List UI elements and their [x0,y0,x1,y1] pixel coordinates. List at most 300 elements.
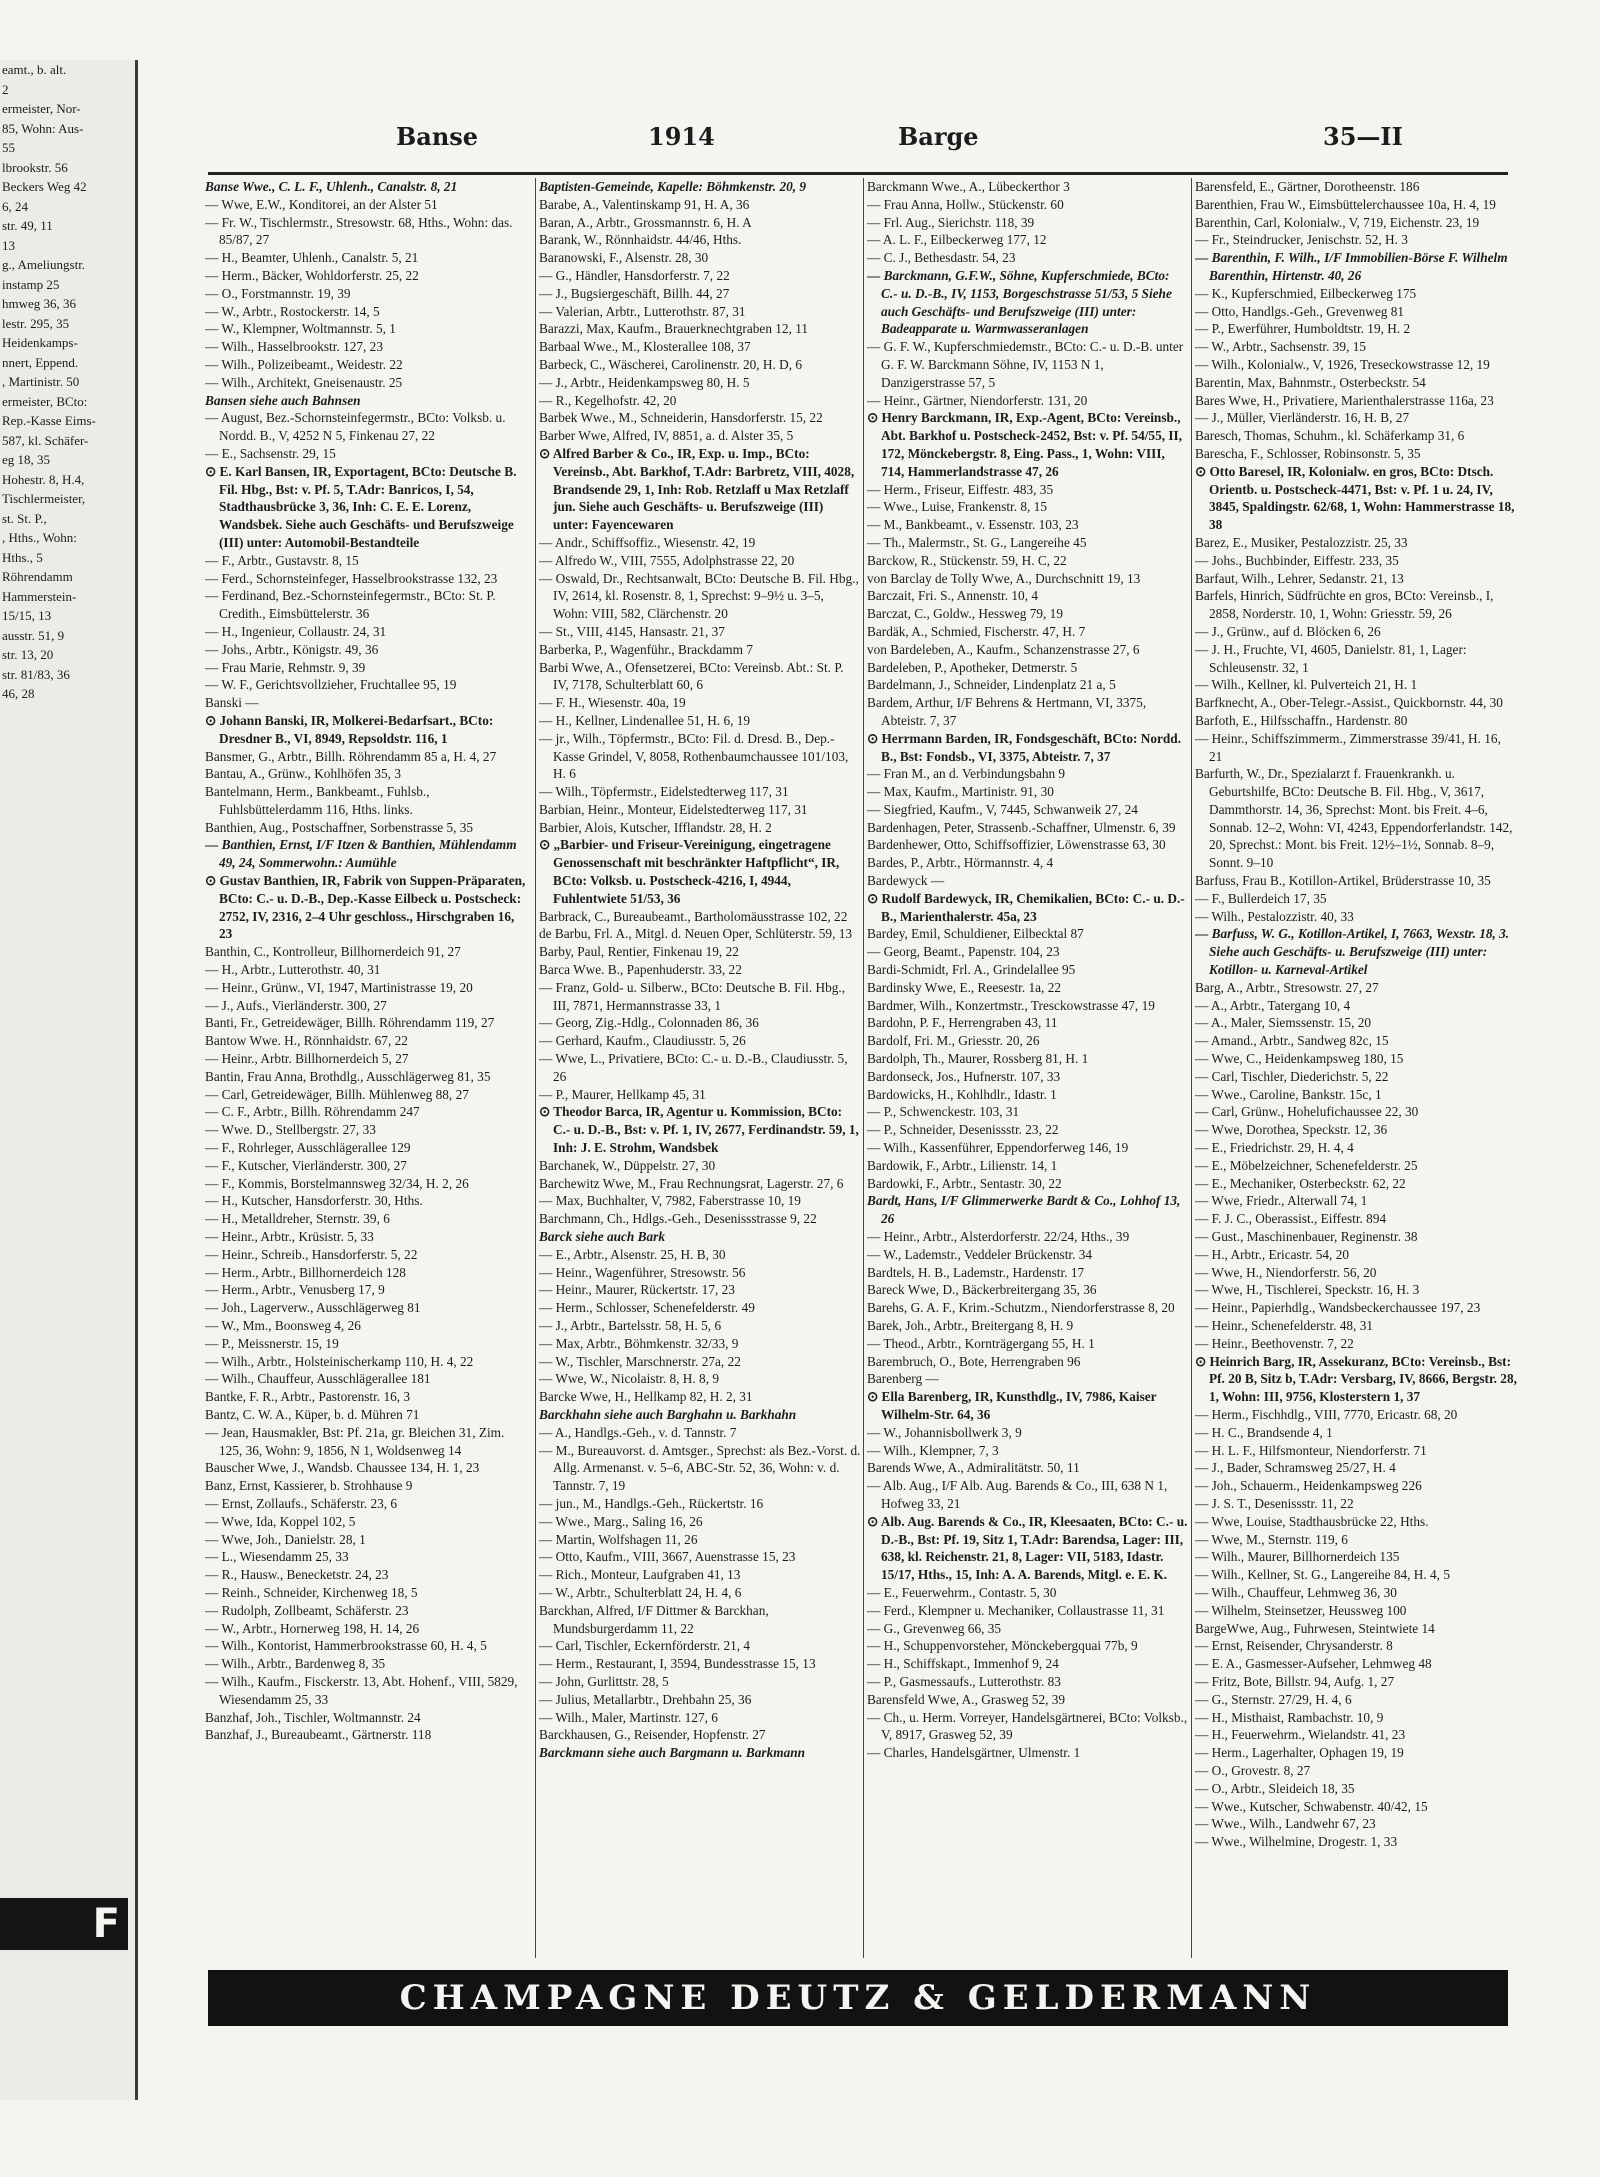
directory-entry: Bantelmann, Herm., Bankbeamt., Fuhlsb., Fuhlsbüttelerdamm 116, Hths. links. [205,784,430,817]
directory-entry: — Wwe, E.W., Konditorei, an der Alster 51 [205,196,438,212]
directory-entry: — Fr. W., Tischlermstr., Stresowstr. 68, Hths., Wohn: das. 85/87, 27 [205,214,513,248]
directory-entry: Barckhausen, G., Reisender, Hopfenstr. 27 [539,1727,766,1743]
directory-entry: — F., Bullerdeich 17, 35 [1195,890,1327,906]
directory-entry: — Max, Kaufm., Martinistr. 91, 30 [867,784,1054,800]
directory-entry: Barensfeld Wwe, A., Grasweg 52, 39 [867,1691,1066,1707]
previous-page-line: str. 13, 20 [2,647,54,662]
directory-entry: Bauscher Wwe, J., Wandsb. Chaussee 134, H. 1, 23 [205,1460,480,1476]
directory-entry: — H., Kellner, Lindenallee 51, H. 6, 19 [539,712,751,728]
directory-entry: — Ferd., Schornsteinfeger, Hasselbrookstrasse 132, 23 [205,570,498,586]
directory-entry: Barg, A., Arbtr., Stresowstr. 27, 27 [1195,979,1379,995]
directory-entry: Bantke, F. R., Arbtr., Pastorenstr. 16, 3 [205,1389,411,1405]
header-rule [208,172,1508,175]
directory-entry: — Max, Arbtr., Böhmkenstr. 32/33, 9 [539,1335,739,1351]
directory-entry: — Wilh., Arbtr., Holsteinischerkamp 110, H. 4, 22 [205,1353,474,1369]
directory-entry: — J., Arbtr., Bartelsstr. 58, H. 5, 6 [539,1318,722,1333]
directory-entry: Barek, Joh., Arbtr., Breitergang 8, H. 9 [867,1318,1074,1333]
directory-entry: — Heinr., Papierhdlg., Wandsbeckerchaussee 197, 23 [1195,1300,1481,1316]
directory-entry: Bansmer, G., Arbtr., Billh. Röhrendamm 85 a, H. 4, 27 [205,748,497,764]
directory-entry: Barckmann siehe auch Bargmann u. Barkmann [539,1745,806,1761]
directory-entry: de Barbu, Frl. A., Mitgl. d. Neuen Oper, Schlüterstr. 59, 13 [539,926,853,942]
directory-entry: — J., Grünw., auf d. Blöcken 6, 26 [1195,623,1381,639]
directory-entry: — O., Arbtr., Sleideich 18, 35 [1195,1780,1355,1796]
directory-column-1 [205,178,527,1958]
directory-entry: — P., Maurer, Hellkamp 45, 31 [539,1086,706,1102]
directory-entry: — E., Friedrichstr. 29, H. 4, 4 [1195,1140,1354,1156]
previous-page-edge [0,60,138,2100]
directory-entry: Bardey, Emil, Schuldiener, Eilbecktal 87 [867,926,1084,942]
directory-entry: — Wilh., Pestalozzistr. 40, 33 [1195,908,1354,924]
directory-entry: Bardowki, F., Arbtr., Sentastr. 30, 22 [867,1175,1062,1191]
directory-entry: — Gust., Maschinenbauer, Reginenstr. 38 [1195,1229,1418,1245]
directory-entry: — Andr., Schiffsoffiz., Wiesenstr. 42, 19 [539,534,756,550]
directory-entry: Barfels, Hinrich, Südfrüchte en gros, BCto: Vereinsb., I, 2858, Norderstr. 10, 1, Wohn: Griesstr. 59, 26 [1195,588,1494,622]
directory-entry: Barber Wwe, Alfred, IV, 8851, a. d. Alster 35, 5 [539,428,794,444]
directory-entry: — Johs., Buchbinder, Eiffestr. 233, 35 [1195,552,1399,568]
directory-entry: ⊙ Johann Banski, IR, Molkerei-Bedarfsart., BCto: Dresdner B., VI, 8949, Repsoldstr. 116, 1 [205,712,494,746]
advertisement-banner: CHAMPAGNE DEUTZ & GELDERMANN [208,1970,1508,2026]
directory-entry: — Th., Malermstr., St. G., Langereihe 45 [867,534,1087,550]
directory-entry: — Heinr., Arbtr. Billhornerdeich 5, 27 [205,1051,409,1067]
directory-entry: — Fritz, Bote, Billstr. 94, Aufg. 1, 27 [1195,1673,1395,1689]
directory-entry: Barby, Paul, Rentier, Finkenau 19, 22 [539,944,739,960]
directory-entry: — J., Bader, Schramsweg 25/27, H. 4 [1195,1460,1396,1476]
directory-entry: — Oswald, Dr., Rechtsanwalt, BCto: Deutsche B. Fil. Hbg., IV, 2614, kl. Rosenstr. 8, 1, Sprechst: 9–9½ u. 3–5, Wohn: VIII, 582, Clärchenstr. 20 [539,570,859,622]
directory-entry: — Wilh., Hasselbrookstr. 127, 23 [205,339,383,355]
directory-entry: — Banthien, Ernst, I/F Itzen & Banthien, Mühlendamm 49, 24, Sommerwohn.: Aumühle [205,837,517,871]
directory-entry: — H., Ingenieur, Collaustr. 24, 31 [205,623,387,639]
directory-entry: Barczait, Fri. S., Annenstr. 10, 4 [867,588,1038,604]
directory-entry: — Herm., Arbtr., Billhornerdeich 128 [205,1264,406,1280]
directory-entry: Barckmann Wwe., A., Lübeckerthor 3 [867,179,1070,194]
directory-entry: Barembruch, O., Bote, Herrengraben 96 [867,1353,1081,1369]
directory-entry: Bardeleben, P., Apotheker, Detmerstr. 5 [867,659,1078,675]
directory-entry: — Wwe, Dorothea, Speckstr. 12, 36 [1195,1122,1388,1138]
directory-entry: — Wilh., Maler, Martinstr. 127, 6 [539,1709,718,1725]
directory-entry: Barenthin, Carl, Kolonialw., V, 719, Eichenstr. 23, 19 [1195,214,1480,230]
directory-entry: — Franz, Gold- u. Silberw., BCto: Deutsche B. Fil. Hbg., III, 7871, Hermannstrasse 33, 1 [539,979,846,1013]
directory-entry: Barchanek, W., Düppelstr. 27, 30 [539,1157,716,1173]
directory-entry: — Wwe, Joh., Danielstr. 28, 1 [205,1531,366,1547]
directory-entry: — W., Tischler, Marschnerstr. 27a, 22 [539,1353,741,1369]
previous-page-line: 2 [2,81,9,97]
previous-page-line: 15/15, 13 [2,608,52,623]
directory-entry: — L., Wiesendamm 25, 33 [205,1549,349,1565]
directory-entry: Bardem, Arthur, I/F Behrens & Hertmann, VI, 3375, Abteistr. 7, 37 [867,695,1147,728]
directory-entry: — jr., Wilh., Töpfermstr., BCto: Fil. d. Dresd. B., Dep.-Kasse Grindel, V, 8058, Rothenbaumchaussee 101/103, H. 6 [539,730,849,782]
directory-entry: — Wwe, W., Nicolaistr. 8, H. 8, 9 [539,1371,719,1387]
directory-entry: Barckhahn siehe auch Barghahn u. Barkhahn [539,1406,797,1422]
directory-entry: — Wwe., Luise, Frankenstr. 8, 15 [867,499,1047,515]
directory-entry: — Herm., Bäcker, Wohldorferstr. 25, 22 [205,267,419,283]
directory-entry: — A., Handlgs.-Geh., v. d. Tannstr. 7 [539,1424,737,1440]
directory-entry: Barends Wwe, A., Admiralitätstr. 50, 11 [867,1460,1080,1476]
directory-entry: Barehs, G. A. F., Krim.-Schutzm., Niendorferstrasse 8, 20 [867,1300,1175,1316]
directory-entry: — Wilh., Polizeibeamt., Weidestr. 22 [205,356,403,372]
directory-entry: — H., Schiffskapt., Immenhof 9, 24 [867,1656,1059,1672]
directory-entry: Bardtels, H. B., Lademstr., Hardenstr. 17 [867,1264,1085,1280]
directory-entry: Barenthien, Frau W., Eimsbüttelerchaussee 10a, H. 4, 19 [1195,196,1496,212]
directory-entry: — Rudolph, Zollbeamt, Schäferstr. 23 [205,1602,409,1618]
directory-entry: — Siegfried, Kaufm., V, 7445, Schwanweik 27, 24 [867,801,1138,817]
directory-entry: — Charles, Handelsgärtner, Ulmenstr. 1 [867,1745,1081,1761]
directory-entry: ⊙ Rudolf Bardewyck, IR, Chemikalien, BCto: C.- u. D.-B., Marienthalerstr. 45a, 23 [867,890,1185,924]
directory-entry: — F. H., Wiesenstr. 40a, 19 [539,695,686,711]
directory-entry: BargeWwe, Aug., Fuhrwesen, Steintwiete 14 [1195,1620,1435,1636]
directory-entry: — Ernst, Zollaufs., Schäferstr. 23, 6 [205,1495,398,1511]
directory-entry: Banski — [205,695,259,711]
directory-entry: — J., Bugsiergeschäft, Billh. 44, 27 [539,285,730,301]
directory-entry: — Wilh., Kassenführer, Eppendorferweg 146, 19 [867,1140,1129,1156]
directory-entry: ⊙ Heinrich Barg, IR, Assekuranz, BCto: Vereinsb., Bst: Pf. 20 B, Sitz b, T.Adr: Versbarg, IV, 8666, Bergstr. 28, 1, Wohn: III, 9756, Klosterstern 1, 37 [1195,1353,1517,1405]
directory-entry: — Wwe, Louise, Stadthausbrücke 22, Hths. [1195,1513,1429,1529]
directory-entry: — Wilh., Kaufm., Fisckerstr. 13, Abt. Hohenf., VIII, 5829, Wiesendamm 25, 33 [205,1673,518,1707]
directory-entry: ⊙ Theodor Barca, IR, Agentur u. Kommission, BCto: C.- u. D.-B., Bst: v. Pf. 1, IV, 2677, Ferdinandstr. 59, 1, Inh: J. E. Strohm, Wandsbek [539,1104,859,1156]
directory-entry: — Heinr., Arbtr., Alsterdorferstr. 22/24, Hths., 39 [867,1229,1130,1245]
directory-entry: — Ch., u. Herm. Vorreyer, Handelsgärtnerei, BCto: Volksb., V, 8917, Grasweg 52, 39 [867,1709,1188,1743]
directory-entry: von Bardeleben, A., Kaufm., Schanzenstrasse 27, 6 [867,641,1140,657]
directory-entry: ⊙ E. Karl Bansen, IR, Exportagent, BCto: Deutsche B. Fil. Hbg., Bst: v. Pf. 5, T.Adr: Banricos, I, 54, Stadthausbrücke 3, 36, Inh: C. E. E. Lorenz, Wandsbek. Siehe auch Geschäfts- und Berufszweige (III) unter: Automobil-Bestandteile [205,463,517,550]
directory-entry: Bardonseck, Jos., Hufnerstr. 107, 33 [867,1068,1061,1084]
previous-page-line: , Hths., Wohn: [2,530,77,545]
directory-entry: — J. H., Fruchte, VI, 4605, Danielstr. 81, 1, Lager: Schleusenstr. 32, 1 [1195,641,1467,675]
directory-entry: — C. F., Arbtr., Billh. Röhrendamm 247 [205,1104,420,1120]
directory-entry: — H., Beamter, Uhlenh., Canalstr. 5, 21 [205,250,419,266]
previous-page-line: Hths., 5 [2,549,43,565]
directory-entry: — W., Arbtr., Hornerweg 198, H. 14, 26 [205,1620,420,1636]
directory-entry: — Amand., Arbtr., Sandweg 82c, 15 [1195,1033,1389,1049]
previous-page-line: ermeister, Nor- [2,101,81,116]
directory-entry: Barck siehe auch Bark [539,1229,665,1245]
directory-entry: — Martin, Wolfshagen 11, 26 [539,1531,698,1547]
directory-entry: — Wilh., Töpfermstr., Eidelstedterweg 117, 31 [539,784,789,800]
directory-entry: — Fr., Steindrucker, Jenischstr. 52, H. 3 [1195,232,1408,248]
directory-entry: — jun., M., Handlgs.-Geh., Rückertstr. 16 [539,1495,764,1511]
directory-entry: Barbek Wwe., M., Schneiderin, Hansdorferstr. 15, 22 [539,410,823,426]
directory-entry: — Heinr., Gärtner, Niendorferstr. 131, 20 [867,392,1088,408]
directory-entry: — Alb. Aug., I/F Alb. Aug. Barends & Co., III, 638 N 1, Hofweg 33, 21 [867,1478,1168,1511]
directory-entry: Barbaal Wwe., M., Klosterallee 108, 37 [539,339,751,355]
directory-entry: — Barenthin, F. Wilh., I/F Immobilien-Börse F. Wilhelm Barenthin, Hirtenstr. 40, 26 [1195,250,1508,283]
header-right-word: Barge [898,122,979,151]
directory-entry: — Barfuss, W. G., Kotillon-Artikel, I, 7663, Wexstr. 18, 3. Siehe auch Geschäfts- u. Berufszweige (III) unter: Kotillon- u. Karneval-Artikel [1195,926,1510,978]
directory-entry: — W., Mm., Boonsweg 4, 26 [205,1318,361,1333]
directory-entry: Bardolf, Fri. M., Griesstr. 20, 26 [867,1033,1040,1049]
directory-entry: — Wilh., Architekt, Gneisenaustr. 25 [205,374,403,390]
directory-entry: Barank, W., Rönnhaidstr. 44/46, Hths. [539,232,742,248]
directory-entry: Banti, Fr., Getreidewäger, Billh. Röhrendamm 119, 27 [205,1015,495,1031]
directory-entry: — Heinr., Beethovenstr. 7, 22 [1195,1335,1354,1351]
previous-page-text [0,60,135,704]
directory-entry: — H., Misthaist, Rambachstr. 10, 9 [1195,1709,1384,1725]
directory-columns [205,178,1515,1958]
directory-entry: — Alfredo W., VIII, 7555, Adolphstrasse 22, 20 [539,552,795,568]
directory-entry: — Rich., Monteur, Laufgraben 41, 13 [539,1567,741,1583]
directory-entry: — M., Bankbeamt., v. Essenstr. 103, 23 [867,517,1079,533]
directory-entry: — J., Müller, Vierländerstr. 16, H. B, 27 [1195,410,1410,426]
directory-entry: — F., Kommis, Borstelmannsweg 32/34, H. 2, 26 [205,1175,469,1191]
previous-page-line: 587, kl. Schäfer- [2,432,89,448]
directory-entry: — Ernst, Reisender, Chrysanderstr. 8 [1195,1638,1393,1654]
previous-page-line: 85, Wohn: Aus- [2,120,84,136]
directory-entry: — Gerhard, Kaufm., Claudiusstr. 5, 26 [539,1033,746,1049]
directory-entry: — Ferd., Klempner u. Mechaniker, Collaustrasse 11, 31 [867,1602,1165,1618]
directory-entry: — Johs., Arbtr., Königstr. 49, 36 [205,641,379,657]
directory-entry: — E., Sachsenstr. 29, 15 [205,445,336,461]
previous-page-line: Rep.-Kasse Eims- [2,413,96,428]
directory-entry: — R., Hausw., Benecketstr. 24, 23 [205,1567,389,1583]
directory-entry: — Wwe, C., Heidenkampsweg 180, 15 [1195,1051,1404,1067]
page-number: 35—II [1323,122,1403,151]
directory-entry: Bantz, C. W. A., Küper, b. d. Mühren 71 [205,1406,420,1422]
directory-entry: — Otto, Kaufm., VIII, 3667, Auenstrasse 15, 23 [539,1549,796,1565]
previous-page-line: ausstr. 51, 9 [2,627,65,643]
directory-entry: — F., Arbtr., Gustavstr. 8, 15 [205,552,359,568]
directory-entry: Baran, A., Arbtr., Grossmannstr. 6, H. A [539,214,752,230]
directory-entry: — Wwe., Wilhelmine, Drogestr. 1, 33 [1195,1834,1398,1850]
previous-page-line: lbrookstr. 56 [2,159,68,175]
directory-entry: — J. S. T., Desenissstr. 11, 22 [1195,1495,1354,1511]
directory-entry: Barfurth, W., Dr., Spezialarzt f. Frauenkrankh. u. Geburtshilfe, BCto: Deutsche B. Fil. Hbg., V, 3617, Dammthorstr. 14, 36, Sprechst: Mont. bis Freit. 4–6, Sonnab. 12–2, Wohn: VI, 4243, Eppendorferlandstr. 142, 20, Sprechst.: Mont. bis Freit. 12½–1½, Sonnab. 8–9, Sonnt. 9–10 [1195,766,1513,871]
directory-entry: Banthien, Aug., Postschaffner, Sorbenstrasse 5, 35 [205,819,474,835]
directory-entry: — John, Gurlittstr. 28, 5 [539,1673,669,1689]
directory-entry: — Heinr., Maurer, Rückertstr. 17, 23 [539,1282,735,1298]
directory-entry: — W., Klempner, Woltmannstr. 5, 1 [205,321,396,337]
directory-entry: — Wwe., Caroline, Bankstr. 15c, 1 [1195,1086,1382,1102]
previous-page-line: nnert, Eppend. [2,354,79,370]
directory-entry: — Wilh., Klempner, 7, 3 [867,1442,999,1458]
directory-page [150,60,1550,2100]
directory-entry: Barabe, A., Valentinskamp 91, H. A, 36 [539,196,750,212]
directory-entry: Bardowicks, H., Kohlhdlr., Idastr. 1 [867,1086,1057,1102]
directory-entry: — Wwe, Ida, Koppel 102, 5 [205,1513,356,1529]
directory-entry: — J., Arbtr., Heidenkampsweg 80, H. 5 [539,374,750,390]
directory-entry: — P., Gasmessaufs., Lutterothstr. 83 [867,1673,1061,1689]
directory-entry: — Carl, Tischler, Diederichstr. 5, 22 [1195,1068,1389,1084]
directory-entry: Barczat, C., Goldw., Hessweg 79, 19 [867,606,1063,622]
directory-entry: — H., Feuerwehrm., Wielandstr. 41, 23 [1195,1727,1406,1743]
directory-entry: — Herm., Schlosser, Schenefelderstr. 49 [539,1300,755,1316]
directory-entry: — Georg, Zig.-Hdlg., Colonnaden 86, 36 [539,1015,759,1031]
directory-entry: — P., Ewerführer, Humboldtstr. 19, H. 2 [1195,321,1411,337]
directory-entry: — Heinr., Wagenführer, Stresowstr. 56 [539,1264,746,1280]
directory-entry: — Fran M., an d. Verbindungsbahn 9 [867,766,1066,782]
directory-entry: — Wwe, L., Privatiere, BCto: C.- u. D.-B., Claudiusstr. 5, 26 [539,1051,848,1084]
directory-entry: Banse Wwe., C. L. F., Uhlenh., Canalstr. 8, 21 [205,179,458,194]
directory-entry: — P., Schwenckestr. 103, 31 [867,1104,1020,1120]
previous-page-line: 6, 24 [2,198,28,214]
directory-entry: Bardi-Schmidt, Frl. A., Grindelallee 95 [867,962,1076,978]
directory-entry: — K., Kupferschmied, Eilbeckerweg 175 [1195,285,1417,301]
directory-entry: Barbi Wwe, A., Ofensetzerei, BCto: Vereinsb. Abt.: St. P. IV, 7178, Schulterblatt 60, 6 [539,659,844,693]
directory-entry: — Heinr., Arbtr., Krüsistr. 5, 33 [205,1229,374,1245]
directory-entry: ⊙ Otto Baresel, IR, Kolonialw. en gros, BCto: Dtsch. Orientb. u. Postscheck-4471, Bst: v. Pf. 1 u. 24, IV, 3845, Spaldingstr. 62/68, 1, Wohn: Hammerstrasse 18, 38 [1195,463,1515,533]
directory-entry: ⊙ „Barbier- und Friseur-Vereinigung, eingetragene Genossenschaft mit beschränkter Haftpflicht“, IR, BCto: Volksb. u. Postscheck-4216, I, 4944, Fuhlentwiete 51/53, 36 [539,837,840,906]
directory-entry: — Wwe, Friedr., Alterwall 74, 1 [1195,1193,1368,1209]
directory-entry: — W., Arbtr., Schulterblatt 24, H. 4, 6 [539,1584,742,1600]
directory-entry: Baranowski, F., Alsenstr. 28, 30 [539,250,709,266]
directory-entry: — O., Forstmannstr. 19, 39 [205,285,351,301]
previous-page-line: Tischlermeister, [2,491,86,506]
directory-entry: — F., Rohrleger, Ausschlägerallee 129 [205,1140,411,1156]
directory-entry: — August, Bez.-Schornsteinfegermstr., BCto: Volksb. u. Nordd. B., V, 4252 N 5, Finkenau 27, 22 [205,410,506,444]
directory-entry: Bardinsky Wwe, E., Reesestr. 1a, 22 [867,979,1061,995]
directory-entry: Bares Wwe, H., Privatiere, Marienthalerstrasse 116a, 23 [1195,392,1494,408]
directory-entry: — Otto, Handlgs.-Geh., Grevenweg 81 [1195,303,1405,319]
directory-entry: — Ferdinand, Bez.-Schornsteinfegermstr., BCto: St. P. Credith., Eimsbüttelerstr. 36 [205,588,496,622]
previous-page-line: Heidenkamps- [2,335,78,350]
directory-entry: — Julius, Metallarbtr., Drehbahn 25, 36 [539,1691,752,1707]
directory-entry: — Heinr., Grünw., VI, 1947, Martinistrasse 19, 20 [205,979,473,995]
directory-entry: — Wwe., Marg., Saling 16, 26 [539,1513,703,1529]
directory-entry: Barfoth, E., Hilfsschaffn., Hardenstr. 80 [1195,712,1408,728]
directory-entry: Bansen siehe auch Bahnsen [205,392,361,408]
directory-entry: Barbeck, C., Wäscherei, Carolinenstr. 20, H. D, 6 [539,356,803,372]
previous-page-line: hmweg 36, 36 [2,296,77,311]
directory-entry: Barchewitz Wwe, M., Frau Rechnungsrat, Lagerstr. 27, 6 [539,1175,844,1191]
directory-entry: — Wwe, H., Tischlerei, Speckstr. 16, H. 3 [1195,1282,1420,1298]
directory-entry: — Frau Anna, Hollw., Stückenstr. 60 [867,196,1064,212]
directory-entry: — J., Aufs., Vierländerstr. 300, 27 [205,997,387,1013]
directory-entry: — A. L. F., Eilbeckerweg 177, 12 [867,232,1047,248]
page-header [208,122,1508,162]
directory-entry: — G. F. W., Kupferschmiedemstr., BCto: C.- u. D.-B. unter G. F. W. Barckmann Söhne, IV, 1153 N 1, Danzigerstrasse 57, 5 [867,339,1184,390]
directory-entry: — W., Johannisbollwerk 3, 9 [867,1424,1022,1440]
previous-page-banner: F [0,1898,128,1950]
previous-page-line: eamt., b. alt. [2,62,67,77]
directory-entry: ⊙ Henry Barckmann, IR, Exp.-Agent, BCto: Vereinsb., Abt. Barkhof u. Postscheck-2452, Bst: v. Pf. 54/55, II, 172, Mönckebergstr. 8, Eing. Pass., 1, Wohn: VIII, 714, Hammerlandstrasse 47, 26 [867,410,1183,479]
directory-entry: — Joh., Lagerverw., Ausschlägerweg 81 [205,1300,421,1316]
directory-entry: — Wilh., Chauffeur, Ausschlägerallee 181 [205,1371,431,1387]
directory-entry: Baresch, Thomas, Schuhm., kl. Schäferkamp 31, 6 [1195,428,1465,444]
directory-column-3 [867,178,1189,1958]
previous-page-line: Hammerstein- [2,588,77,604]
directory-entry: — Wilh., Kontorist, Hammerbrookstrasse 60, H. 4, 5 [205,1638,487,1654]
directory-entry: — E., Möbelzeichner, Schenefelderstr. 25 [1195,1157,1418,1173]
directory-entry: — E., Feuerwehrm., Contastr. 5, 30 [867,1584,1057,1600]
directory-entry: — Herm., Lagerhalter, Ophagen 19, 19 [1195,1745,1404,1761]
directory-entry: — Herm., Fischhdlg., VIII, 7770, Ericastr. 68, 20 [1195,1406,1458,1422]
directory-entry: — Jean, Hausmakler, Bst: Pf. 21a, gr. Bleichen 31, Zim. 125, 36, Wohn: 9, 1856, N 1, Woldsenweg 14 [205,1424,505,1458]
directory-entry: — G., Sternstr. 27/29, H. 4, 6 [1195,1691,1352,1707]
directory-entry: Barenberg — [867,1371,939,1387]
directory-entry: — Max, Buchhalter, V, 7982, Faberstrasse 10, 19 [539,1193,801,1209]
directory-entry: ⊙ Alb. Aug. Barends & Co., IR, Kleesaaten, BCto: C.- u. D.-B., Bst: Pf. 19, Sitz 1, T.Adr: Barendsa, Lager: III, 638, kl. Reichenstr. 21, 8, Lager: VII, 5183, Idastr. 15/17, Hths., 15, Inh: A. A. Barends, Mitgl. e. E. K. [867,1513,1188,1583]
directory-entry: Barberka, P., Wagenführ., Brackdamm 7 [539,641,753,657]
directory-entry: Bardenhagen, Peter, Strassenb.-Schaffner, Ulmenstr. 6, 39 [867,819,1176,835]
previous-page-line: st. St. P., [2,510,47,526]
directory-entry: ⊙ Herrmann Barden, IR, Fondsgeschäft, BCto: Nordd. B., Bst: Fondsb., VI, 3375, Abteistr. 7, 37 [867,730,1182,764]
directory-entry: Banthin, C., Kontrolleur, Billhornerdeich 91, 27 [205,944,461,960]
previous-page-line: Hohestr. 8, H.4, [2,471,85,487]
directory-entry: Barfuss, Frau B., Kotillon-Artikel, Brüderstrasse 10, 35 [1195,873,1491,889]
directory-entry: — W. F., Gerichtsvollzieher, Fruchtallee 95, 19 [205,677,457,693]
directory-entry: — F., Kutscher, Vierländerstr. 300, 27 [205,1157,407,1173]
directory-entry: Barez, E., Musiker, Pestalozzistr. 25, 33 [1195,534,1408,550]
directory-entry: — H., Arbtr., Ericastr. 54, 20 [1195,1246,1350,1262]
directory-entry: — Herm., Arbtr., Venusberg 17, 9 [205,1282,385,1298]
directory-entry: ⊙ Ella Barenberg, IR, Kunsthdlg., IV, 7986, Kaiser Wilhelm-Str. 64, 36 [867,1389,1157,1422]
directory-entry: Bardäk, A., Schmied, Fischerstr. 47, H. 7 [867,623,1086,639]
directory-entry: Barentin, Max, Bahnmstr., Osterbeckstr. 54 [1195,374,1426,390]
directory-entry: — H., Kutscher, Hansdorferstr. 30, Hths. [205,1193,423,1209]
directory-entry: — G., Händler, Hansdorferstr. 7, 22 [539,267,730,283]
directory-entry: — Carl, Tischler, Eckernförderstr. 21, 4 [539,1638,751,1654]
directory-entry: — Wwe, H., Niendorferstr. 56, 20 [1195,1264,1377,1280]
directory-entry: — Herm., Friseur, Eiffestr. 483, 35 [867,481,1054,497]
directory-entry: Barbian, Heinr., Monteur, Eidelstedterweg 117, 31 [539,801,808,817]
directory-entry: Banzhaf, Joh., Tischler, Woltmannstr. 24 [205,1709,421,1725]
directory-entry: Bantow Wwe. H., Rönnhaidstr. 67, 22 [205,1033,408,1049]
directory-entry: Bantin, Frau Anna, Brothdlg., Ausschlägerweg 81, 35 [205,1068,491,1084]
previous-page-line: str. 81/83, 36 [2,666,70,682]
directory-entry: von Barclay de Tolly Wwe, A., Durchschnitt 19, 13 [867,570,1141,586]
directory-entry: — Heinr., Schenefelderstr. 48, 31 [1195,1318,1373,1333]
previous-page-line: str. 49, 11 [2,218,53,233]
directory-entry: — Wilh., Kolonialw., V, 1926, Treseckowstrasse 12, 19 [1195,356,1490,372]
directory-entry: Bantau, A., Grünw., Kohlhöfen 35, 3 [205,766,401,782]
directory-entry: Barcke Wwe, H., Hellkamp 82, H. 2, 31 [539,1389,753,1405]
directory-entry: — Wilh., Arbtr., Bardenweg 8, 35 [205,1656,386,1672]
directory-entry: — W., Arbtr., Rostockerstr. 14, 5 [205,303,380,319]
directory-entry: Barazzi, Max, Kaufm., Brauerknechtgraben 12, 11 [539,321,809,337]
directory-entry: — W., Lademstr., Veddeler Brückenstr. 34 [867,1246,1093,1262]
directory-entry: — Reinh., Schneider, Kirchenweg 18, 5 [205,1584,418,1600]
directory-entry: — R., Kegelhofstr. 42, 20 [539,392,677,408]
previous-page-line: 13 [2,237,15,253]
directory-entry: Barchmann, Ch., Hdlgs.-Geh., Desenissstrasse 9, 22 [539,1211,817,1227]
directory-entry: — St., VIII, 4145, Hansastr. 21, 37 [539,623,725,639]
previous-page-line: Röhrendamm [2,569,73,584]
directory-entry: — Wilh., Kellner, kl. Pulverteich 21, H. 1 [1195,677,1418,693]
directory-entry: — Frl. Aug., Sierichstr. 118, 39 [867,214,1035,230]
directory-entry: — A., Maler, Siemssenstr. 15, 20 [1195,1015,1372,1031]
directory-entry: Bareck Wwe, D., Bäckerbreitergang 35, 36 [867,1282,1097,1298]
header-year: 1914 [648,122,715,151]
directory-entry: Baptisten-Gemeinde, Kapelle: Böhmkenstr. 20, 9 [539,179,807,194]
directory-entry: — F. J. C., Oberassist., Eiffestr. 894 [1195,1211,1387,1227]
directory-column-2 [539,178,861,1958]
previous-page-line: eg 18, 35 [2,452,51,467]
directory-entry: — Wwe., Kutscher, Schwabenstr. 40/42, 15 [1195,1798,1428,1814]
directory-entry: — H. C., Brandsende 4, 1 [1195,1424,1333,1440]
directory-entry: — Wwe. D., Stellbergstr. 27, 33 [205,1122,376,1138]
directory-entry: Bardohn, P. F., Herrengraben 43, 11 [867,1015,1058,1031]
directory-entry: — Frau Marie, Rehmstr. 9, 39 [205,659,366,675]
directory-entry: Barckhan, Alfred, I/F Dittmer & Barckhan, Mundsburgerdamm 11, 22 [539,1602,769,1636]
directory-entry: — Valerian, Arbtr., Lutterothstr. 87, 31 [539,303,746,319]
directory-entry: — Carl, Getreidewäger, Billh. Mühlenweg 88, 27 [205,1086,469,1102]
previous-page-line: g., Ameliungstr. [2,257,86,272]
directory-entry: — A., Arbtr., Tatergang 10, 4 [1195,997,1351,1013]
directory-entry: — Heinr., Schreib., Hansdorferstr. 5, 22 [205,1246,418,1262]
directory-entry: Bardes, P., Arbtr., Hörmannstr. 4, 4 [867,855,1054,871]
directory-entry: — E., Mechaniker, Osterbeckstr. 62, 22 [1195,1175,1406,1191]
directory-entry: Bardmer, Wilh., Konzertmstr., Tresckowstrasse 47, 19 [867,997,1155,1013]
directory-entry: Banz, Ernst, Kassierer, b. Strohhause 9 [205,1478,413,1494]
directory-entry: — Theod., Arbtr., Kornträgergang 55, H. 1 [867,1335,1095,1351]
previous-page-line: , Martinistr. 50 [2,374,80,389]
previous-page-line: 46, 28 [2,686,35,701]
directory-entry: Barfaut, Wilh., Lehrer, Sedanstr. 21, 13 [1195,570,1404,586]
header-left-word: Banse [396,122,479,151]
directory-entry: Barbrack, C., Bureaubeamt., Bartholomäusstrasse 102, 22 [539,908,848,924]
directory-entry: ⊙ Gustav Banthien, IR, Fabrik von Suppen-Präparaten, BCto: C.- u. D.-B., Dep.-Kasse Eilbeck u. Postscheck: 2752, IV, 2316, 2–4 Uhr geschloss., Hirschgraben 16, 23 [205,873,526,942]
previous-page-line: ermeister, BCto: [2,393,88,409]
previous-page-line: Beckers Weg 42 [2,179,87,194]
directory-entry: — Wwe, M., Sternstr. 119, 6 [1195,1531,1348,1547]
directory-entry: Barescha, F., Schlosser, Robinsonstr. 5, 35 [1195,445,1421,461]
